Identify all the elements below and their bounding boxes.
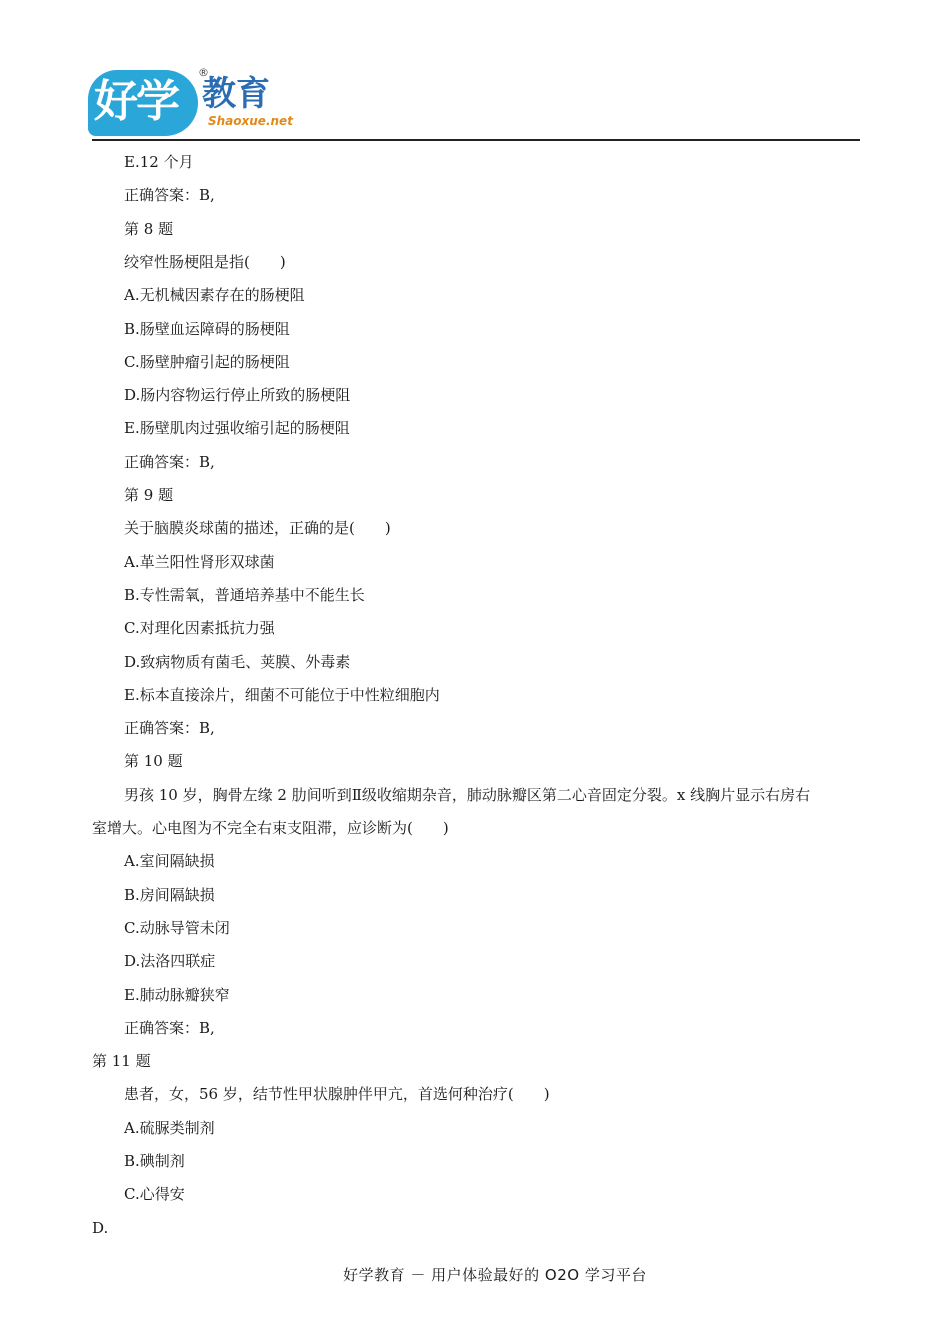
- document-line: 正确答案：B,: [124, 1018, 215, 1037]
- document-line: 室增大。心电图为不完全右束支阻滞，应诊断为( ): [92, 819, 449, 837]
- document-line: C.肠壁肿瘤引起的肠梗阻: [124, 352, 290, 371]
- document-line: 第 9 题: [124, 486, 174, 504]
- document-line: D.肠内容物运行停止所致的肠梗阻: [124, 386, 351, 405]
- document-line: C.动脉导管未闭: [124, 918, 230, 937]
- document-line: C.对理化因素抵抗力强: [124, 619, 275, 638]
- document-line: 患者，女，56 岁，结节性甲状腺肿伴甲亢，首选何种治疗( ): [124, 1085, 550, 1104]
- document-line: B.碘制剂: [124, 1152, 185, 1170]
- document-line: 第 8 题: [124, 219, 174, 238]
- document-line: 绞窄性肠梗阻是指( ): [124, 252, 286, 271]
- document-line: A.革兰阳性肾形双球菌: [124, 552, 275, 571]
- document-line: B.专性需氧，普通培养基中不能生长: [124, 585, 365, 604]
- page-header: [0, 0, 950, 142]
- document-line: 男孩 10 岁，胸骨左缘 2 肋间听到Ⅱ级收缩期杂音，肺动脉瓣区第二心音固定分裂。x 线胸片显示右房右: [124, 785, 811, 804]
- logo-main-text: 好学: [94, 76, 178, 127]
- document-line: C.心得安: [124, 1185, 185, 1204]
- logo-registered-mark: ®: [198, 66, 209, 79]
- document-line: B.房间隔缺损: [124, 885, 215, 904]
- logo-site-text: Shaoxue.net: [208, 114, 293, 128]
- page-footer: 好学教育 － 用户体验最好的 O2O 学习平台: [343, 1266, 647, 1284]
- document-line: E.肠壁肌肉过强收缩引起的肠梗阻: [124, 419, 350, 438]
- document-line: B.肠壁血运障碍的肠梗阻: [124, 319, 290, 338]
- logo-edu-text: 教育: [202, 74, 270, 114]
- document-line: 关于脑膜炎球菌的描述，正确的是( ): [124, 519, 391, 538]
- document-line: D.法洛四联症: [124, 952, 216, 971]
- document-line: 第 10 题: [124, 752, 183, 771]
- document-line: D.致病物质有菌毛、荚膜、外毒素: [124, 652, 351, 671]
- document-line: A.室间隔缺损: [124, 852, 215, 871]
- document-line: E.12 个月: [124, 153, 194, 171]
- document-line: 第 11 题: [92, 1052, 151, 1071]
- document-line: E.肺动脉瓣狭窄: [124, 985, 230, 1004]
- document-line: E.标本直接涂片，细菌不可能位于中性粒细胞内: [124, 685, 440, 704]
- document-line: A.无机械因素存在的肠梗阻: [124, 286, 305, 305]
- document-line: 正确答案：B,: [124, 719, 215, 738]
- document-line: 正确答案：B,: [124, 186, 215, 205]
- header-divider: [92, 139, 860, 141]
- document-line: 正确答案：B,: [124, 452, 215, 471]
- document-line: A.硫脲类制剂: [124, 1118, 215, 1137]
- document-line: D.: [92, 1218, 109, 1237]
- shaoxue-logo: [88, 64, 293, 142]
